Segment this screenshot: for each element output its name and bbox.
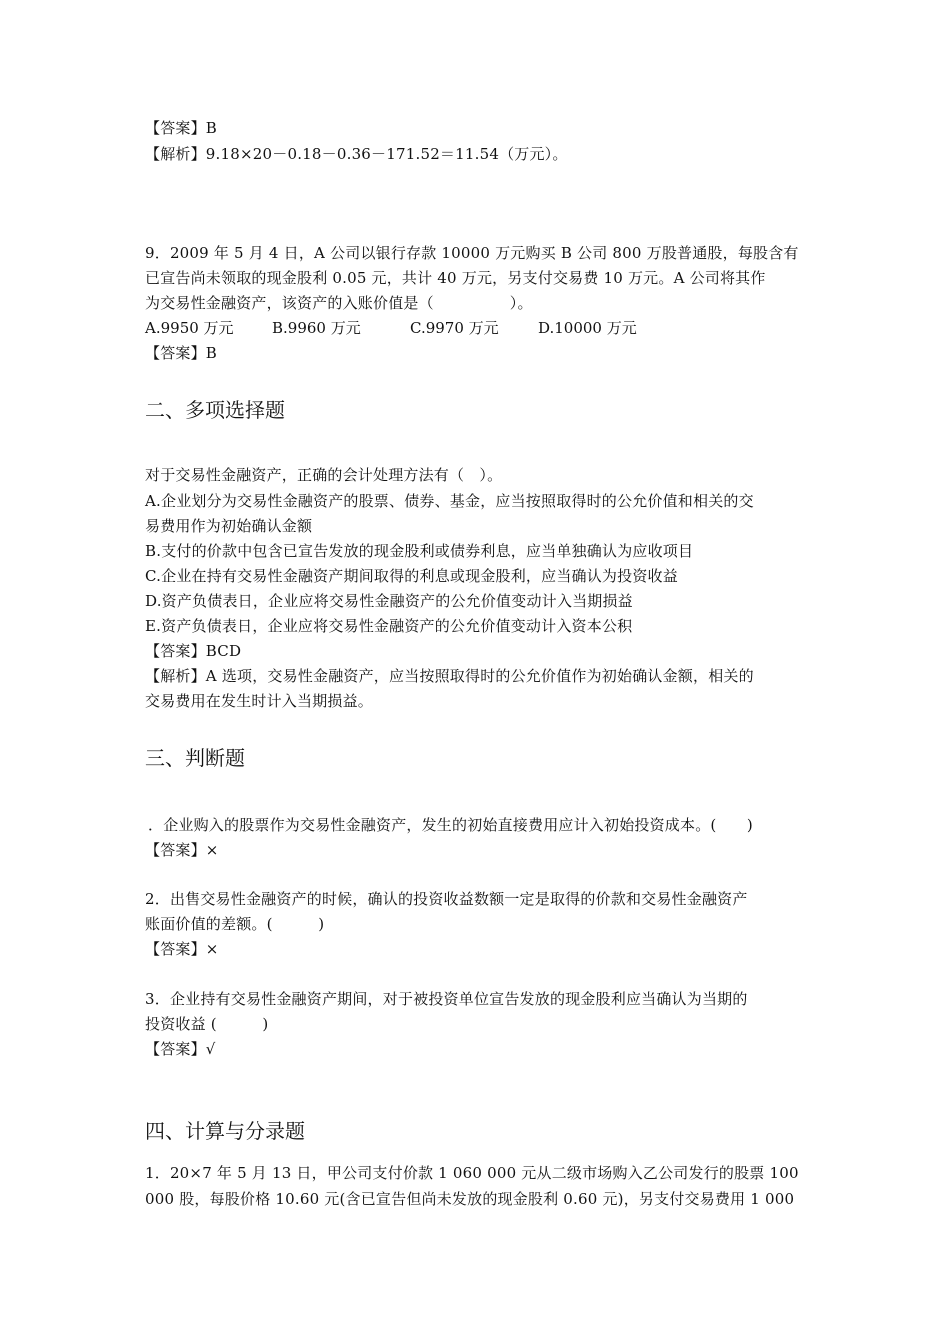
mc-option-e: E.资产负债表日，企业应将交易性金融资产的公允价值变动计入资本公积 — [145, 617, 633, 635]
section-heading-multiple-choice: 二、多项选择题 — [145, 398, 285, 422]
mc-analysis-line2: 交易费用在发生时计入当期损益。 — [145, 692, 374, 710]
tf-q2-answer: 【答案】× — [145, 940, 219, 958]
q9-answer: 【答案】B — [145, 344, 218, 362]
mc-option-d: D.资产负债表日，企业应将交易性金融资产的公允价值变动计入当期损益 — [145, 592, 633, 610]
section-heading-calculation: 四、计算与分录题 — [145, 1119, 305, 1143]
q9-option-c: C.9970 万元 — [410, 319, 499, 337]
mc-answer: 【答案】BCD — [145, 642, 242, 660]
q8-answer: 【答案】B — [145, 119, 218, 137]
q8-analysis: 【解析】9.18×20－0.18－0.36－171.52＝11.54（万元）。 — [145, 145, 568, 163]
mc-option-a-line1: A.企业划分为交易性金融资产的股票、债券、基金，应当按照取得时的公允价值和相关的交 — [145, 492, 754, 510]
tf-q3-line1: 3．企业持有交易性金融资产期间，对于被投资单位宣告发放的现金股利应当确认为当期的 — [145, 990, 748, 1008]
mc-stem: 对于交易性金融资产，正确的会计处理方法有（ ）。 — [145, 466, 503, 484]
mc-option-c: C.企业在持有交易性金融资产期间取得的利息或现金股利，应当确认为投资收益 — [145, 567, 678, 585]
tf-q1-answer: 【答案】× — [145, 841, 219, 859]
q9-option-a: A.9950 万元 — [145, 319, 234, 337]
mc-analysis-line1: 【解析】A 选项，交易性金融资产，应当按照取得时的公允价值作为初始确认金额，相关的 — [145, 667, 754, 685]
tf-q3-line2: 投资收益 ( ) — [145, 1015, 269, 1033]
tf-q2-line2: 账面价值的差额。( ) — [145, 915, 325, 933]
mc-option-a-line2: 易费用作为初始确认金额 — [145, 517, 313, 535]
section-heading-true-false: 三、判断题 — [145, 746, 245, 770]
tf-q3-answer: 【答案】√ — [145, 1040, 216, 1058]
calc-q1-line1: 1．20×7 年 5 月 13 日，甲公司支付价款 1 060 000 元从二级市场购入乙公司发行的股票 100 — [145, 1164, 799, 1182]
tf-q2-line1: 2．出售交易性金融资产的时候，确认的投资收益数额一定是取得的价款和交易性金融资产 — [145, 890, 748, 908]
calc-q1-line2: 000 股，每股价格 10.60 元(含已宣告但尚未发放的现金股利 0.60 元)，另支付交易费用 1 000 — [145, 1190, 795, 1208]
q9-stem-line3: 为交易性金融资产，该资产的入账价值是（ ）。 — [145, 294, 533, 312]
q9-option-d: D.10000 万元 — [538, 319, 637, 337]
q9-stem-line1: 9．2009 年 5 月 4 日，A 公司以银行存款 10000 万元购买 B 公司 800 万股普通股，每股含有 — [145, 244, 799, 262]
mc-option-b: B.支付的价款中包含已宣告发放的现金股利或债券利息，应当单独确认为应收项目 — [145, 542, 694, 560]
q9-option-b: B.9960 万元 — [272, 319, 361, 337]
q9-stem-line2: 已宣告尚未领取的现金股利 0.05 元，共计 40 万元，另支付交易费 10 万元。A 公司将其作 — [145, 269, 766, 287]
tf-q1: ．企业购入的股票作为交易性金融资产，发生的初始直接费用应计入初始投资成本。( ) — [148, 816, 753, 834]
